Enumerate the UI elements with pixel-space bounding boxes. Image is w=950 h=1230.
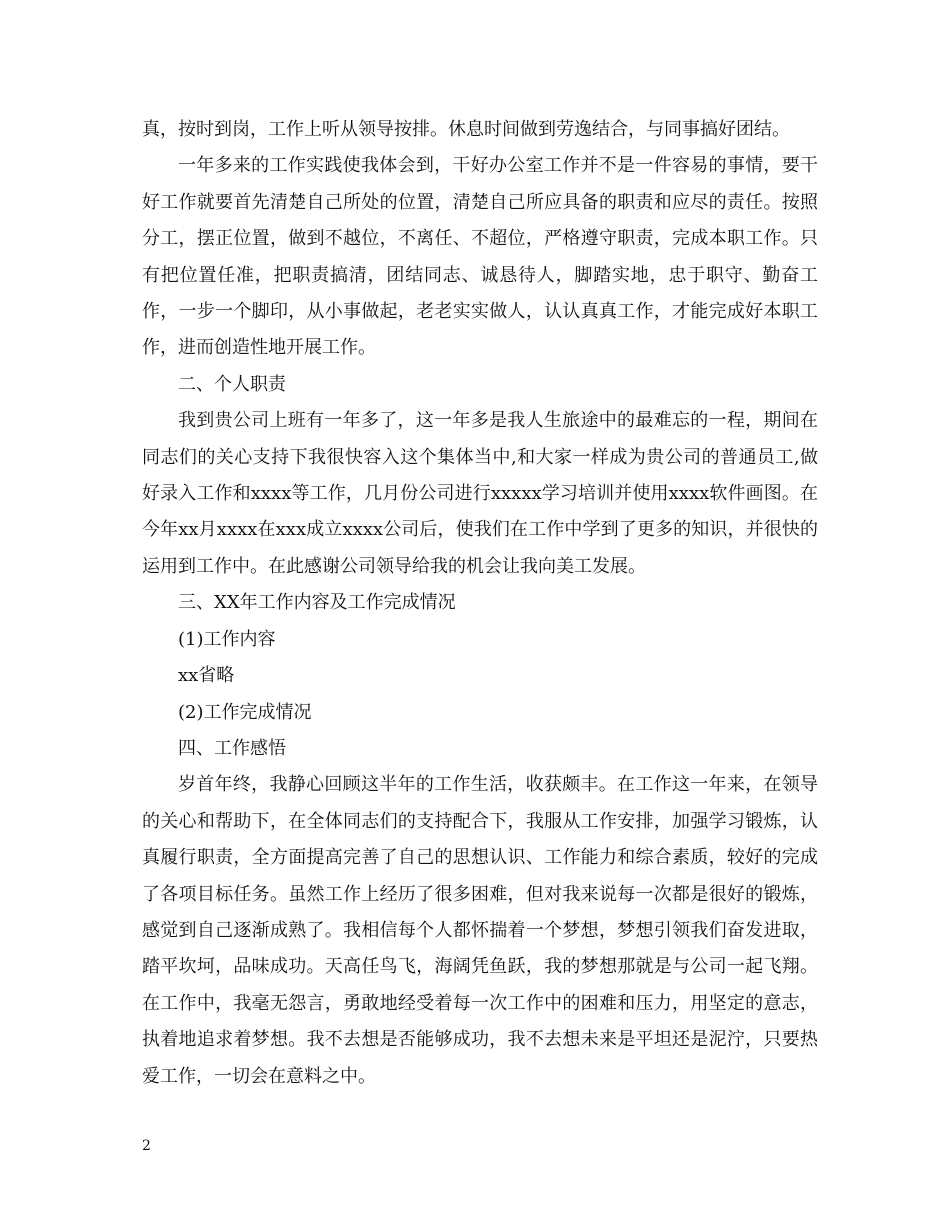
paragraph-omitted: xx省略 [178,665,235,687]
section-heading-work-content: 三、XX年工作内容及工作完成情况 [178,592,456,614]
paragraph-work-experience: 一年多来的工作实践使我体会到，干好办公室工作并不是一件容易的事情，要干好工作就要首先清楚自己所处的位置，清楚自己所应具备的职责和应尽的责任。按照分工，摆正位置，做到不越位，不离任、不超位，严格遵守职责，完成本职工作。只有把位置任准，把职责搞清，团结同志、诚恳待人，脚踏实地，忠于职守、勤奋工作，一步一个脚印，从小事做起，老老实实做人，认认真真工作，才能完成好本职工作，进而创造性地开展工作。 [142,155,818,359]
subheading-work-completion: (2)工作完成情况 [178,701,312,723]
section-heading-reflections: 四、工作感悟 [178,737,286,759]
section-heading-personal-duties: 二、个人职责 [178,373,286,395]
paragraph-personal-duties: 我到贵公司上班有一年多了，这一年多是我人生旅途中的最难忘的一程，期间在同志们的关心支持下我很快容入这个集体当中,和大家一样成为贵公司的普通员工,做好录入工作和xxxx等工作，几月份公司进行xxxxx学习培训并使用xxxx软件画图。在今年xx月xxxx在xxx成立xxxx公司后，使我们在工作中学到了更多的知识，并很快的运用到工作中。在此感谢公司领导给我的机会让我向美工发展。 [142,410,818,577]
document-body [142,112,818,1095]
page-number: 2 [142,1138,151,1154]
paragraph-reflections: 岁首年终，我静心回顾这半年的工作生活，收获颇丰。在工作这一年来，在领导的关心和帮助下，在全体同志们的支持配合下，我服从工作安排，加强学习锻炼，认真履行职责，全方面提高完善了自己的思想认识、工作能力和综合素质，较好的完成了各项目标任务。虽然工作上经历了很多困难，但对我来说每一次都是很好的锻炼，感觉到自己逐渐成熟了。我相信每个人都怀揣着一个梦想，梦想引领我们奋发进取，踏平坎坷，品味成功。天高任鸟飞，海阔凭鱼跃，我的梦想那就是与公司一起飞翔。在工作中，我毫无怨言，勇敢地经受着每一次工作中的困难和压力，用坚定的意志，执着地追求着梦想。我不去想是否能够成功，我不去想未来是平坦还是泥泞，只要热爱工作，一切会在意料之中。 [142,774,818,1087]
subheading-work-content: (1)工作内容 [178,628,276,650]
paragraph-continuation: 真，按时到岗，工作上听从领导按排。休息时间做到劳逸结合，与同事搞好团结。 [142,119,790,140]
